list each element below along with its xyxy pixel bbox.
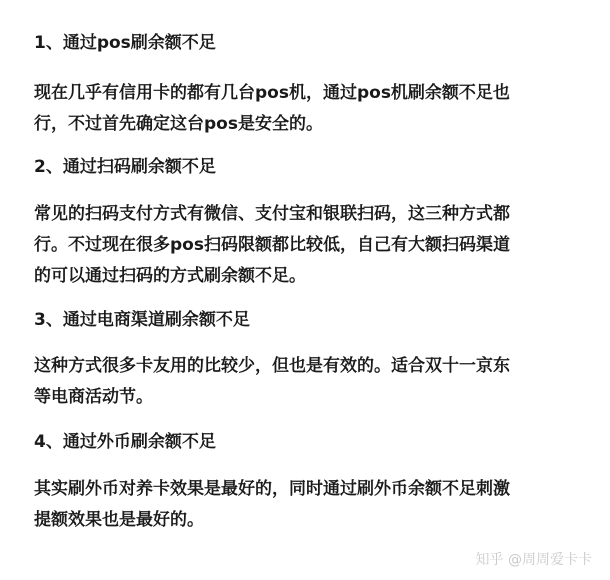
section-2-paragraph [34,199,510,292]
paragraph-line: 现在几乎有信用卡的都有几台pos机，通过pos机刷余额不足也 [34,83,510,103]
section-2-heading: 2、通过扫码刷余额不足 [34,157,216,177]
section-3-heading: 3、通过电商渠道刷余额不足 [34,310,250,330]
section-3-paragraph [34,351,510,413]
paragraph-line: 其实刷外币对养卡效果是最好的，同时通过刷外币余额不足刺激 [34,479,510,499]
zhihu-watermark: 知乎 @周周爱卡卡 [475,552,592,568]
paragraph-line: 的可以通过扫码的方式刷余额不足。 [34,266,306,286]
paragraph-line: 常见的扫码支付方式有微信、支付宝和银联扫码，这三种方式都 [34,204,510,224]
paragraph-line: 行，不过首先确定这台pos是安全的。 [34,114,323,134]
section-1-paragraph [34,78,510,140]
section-1-heading: 1、通过pos刷余额不足 [34,33,216,53]
paragraph-line: 这种方式很多卡友用的比较少，但也是有效的。适合双十一京东 [34,356,510,376]
paragraph-line: 等电商活动节。 [34,387,153,407]
section-4-paragraph [34,474,510,536]
paragraph-line: 行。不过现在很多pos扫码限额都比较低，自己有大额扫码渠道 [34,235,510,255]
section-4-heading: 4、通过外币刷余额不足 [34,432,216,452]
paragraph-line: 提额效果也是最好的。 [34,510,204,530]
